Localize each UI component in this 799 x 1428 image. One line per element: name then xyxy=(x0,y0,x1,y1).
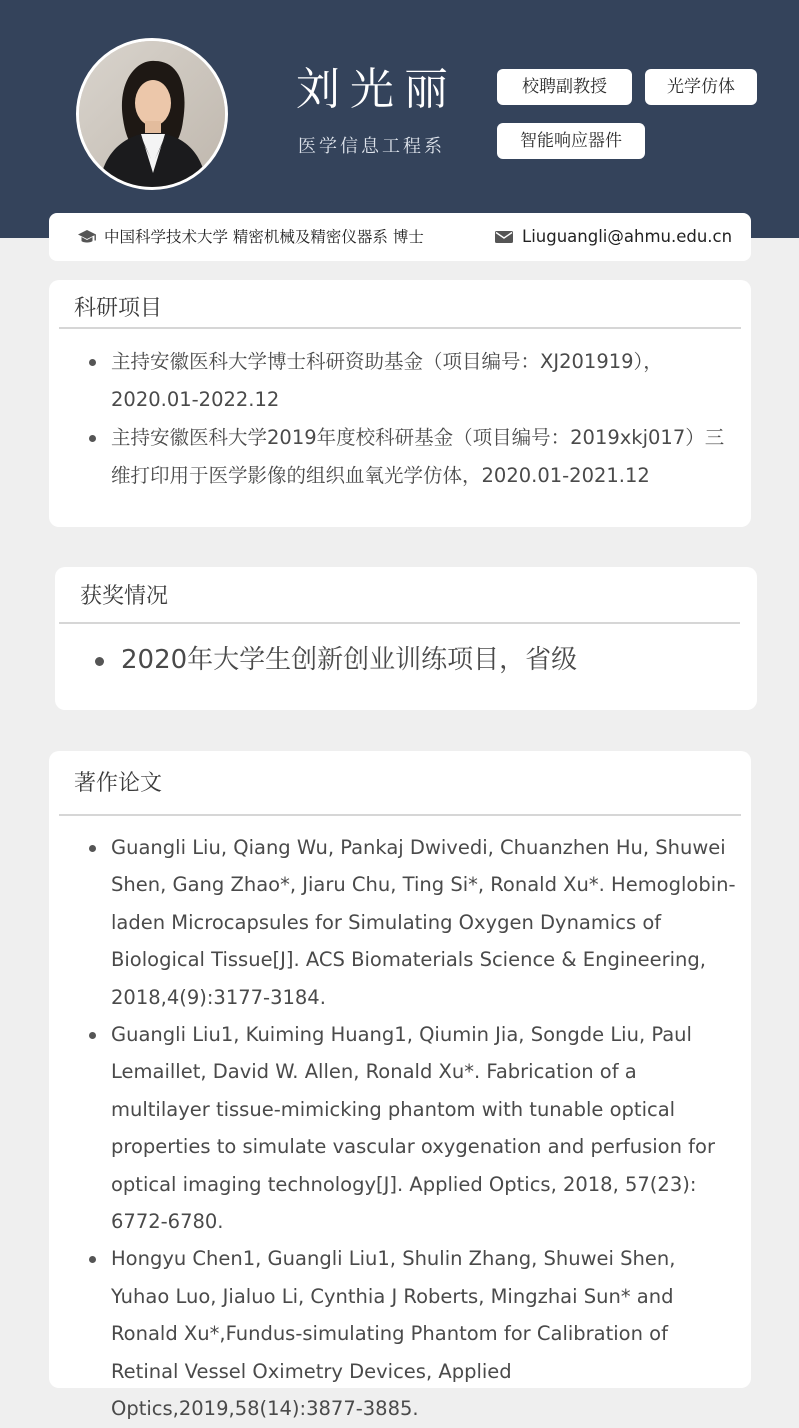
awards-card xyxy=(55,567,757,710)
tag-optical-phantom: 光学仿体 xyxy=(645,69,757,105)
research-list xyxy=(89,343,729,495)
person-name: 刘光丽 xyxy=(296,64,458,115)
divider xyxy=(59,622,740,624)
divider xyxy=(59,814,741,816)
divider xyxy=(59,327,741,329)
list-item: Hongyu Chen1, Guangli Liu1, Shulin Zhang, Shuwei Shen, Yuhao Luo, Jialuo Li, Cynthia J Roberts, Mingzhai Sun* and Ronald Xu*,Fundus-simulating Phantom for Calibration of Retinal Vessel Oximetry Devices, Applied Optics,2019,58(14):3877-3885. xyxy=(89,1240,739,1427)
awards-list xyxy=(95,639,735,681)
list-item: 主持安徽医科大学博士科研资助基金（项目编号：XJ201919），2020.01-2022.12 xyxy=(89,343,729,419)
graduation-cap-icon xyxy=(77,228,97,250)
research-projects-card xyxy=(49,280,751,527)
section-title: 获奖情况 xyxy=(80,584,169,609)
publications-list xyxy=(89,829,739,1428)
publications-card xyxy=(49,751,751,1421)
profile-header xyxy=(0,0,799,238)
avatar xyxy=(76,38,228,190)
tag-smart-devices: 智能响应器件 xyxy=(497,123,645,159)
list-item: 2020年大学生创新创业训练项目，省级 xyxy=(95,639,735,681)
portrait-photo xyxy=(79,41,225,187)
tag-title: 校聘副教授 xyxy=(497,69,632,105)
list-item: 主持安徽医科大学2019年度校科研基金（项目编号：2019xkj017）三维打印用于医学影像的组织血氧光学仿体，2020.01-2021.12 xyxy=(89,419,729,495)
education-text: 中国科学技术大学 精密机械及精密仪器系 博士 xyxy=(104,228,424,246)
section-title: 科研项目 xyxy=(74,296,163,321)
section-title: 著作论文 xyxy=(74,771,163,796)
list-item: Guangli Liu1, Kuiming Huang1, Qiumin Jia, Songde Liu, Paul Lemaillet, David W. Allen, Ronald Xu*. Fabrication of a multilayer tissue-mimicking phantom with tunable optical properties to simulate vascular oxygenation and perfusion for optical imaging technology[J]. Applied Optics, 2018, 57(23): 6772-6780. xyxy=(89,1016,739,1240)
contact-bar xyxy=(49,213,751,261)
email-link[interactable]: Liuguangli@ahmu.edu.cn xyxy=(522,227,733,246)
list-item: Guangli Liu, Qiang Wu, Pankaj Dwivedi, Chuanzhen Hu, Shuwei Shen, Gang Zhao*, Jiaru Chu, Ting Si*, Ronald Xu*. Hemoglobin-laden Microcapsules for Simulating Oxygen Dynamics of Biological Tissue[J]. ACS Biomaterials Science & Engineering, 2018,4(9):3177-3184. xyxy=(89,829,739,1016)
envelope-icon xyxy=(494,229,514,249)
department: 医学信息工程系 xyxy=(298,136,445,157)
